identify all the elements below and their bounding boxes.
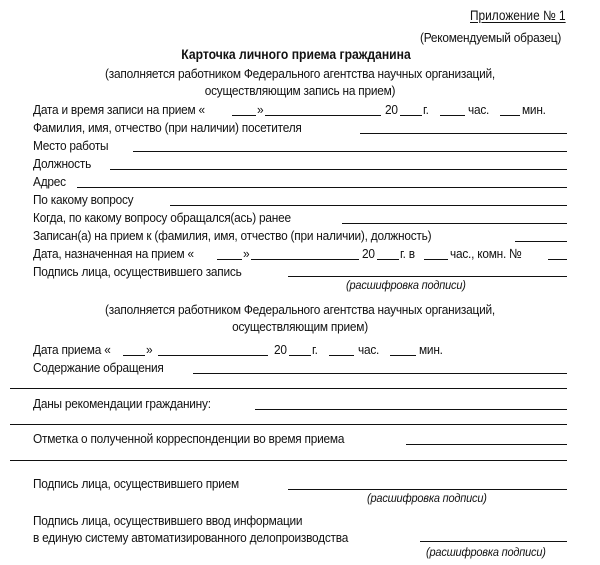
label-year-prefix-2: 20 [362, 246, 375, 261]
label-quote-close-3: » [146, 342, 153, 357]
field-reception-signature[interactable] [288, 489, 567, 490]
label-hour-room: час., комн. № [450, 246, 522, 261]
field-record-day[interactable] [232, 115, 256, 116]
field-record-hour[interactable] [440, 115, 465, 116]
field-recommendations[interactable] [255, 409, 567, 410]
field-record-year[interactable] [400, 115, 422, 116]
field-appeal-content-extra[interactable] [10, 388, 567, 389]
field-record-minute[interactable] [500, 115, 520, 116]
label-quote-close: » [257, 102, 264, 117]
label-question: По какому вопросу [33, 192, 134, 207]
label-appointed-date: Дата, назначенная на прием « [33, 246, 194, 261]
label-hour-3: час. [358, 342, 380, 357]
field-appeal-content[interactable] [193, 373, 567, 374]
field-reception-month[interactable] [158, 355, 268, 356]
field-appointed-month[interactable] [251, 259, 359, 260]
field-address[interactable] [77, 187, 567, 188]
field-reception-day[interactable] [123, 355, 145, 356]
field-appointed-hour[interactable] [424, 259, 448, 260]
field-correspondence[interactable] [406, 444, 567, 445]
signature-caption-2: (расшифровка подписи) [367, 491, 487, 505]
appendix-label: Приложение № 1 [470, 8, 566, 23]
fill-note-2-line-2: осуществляющим прием) [232, 319, 368, 334]
label-appointed-to: Записан(а) на прием к (фамилия, имя, отчество (при наличии), должность) [33, 228, 432, 243]
card-title: Карточка личного приема гражданина [181, 47, 411, 62]
label-previous-visit: Когда, по какому вопросу обращался(ась) ранее [33, 210, 291, 225]
field-appointed-day[interactable] [217, 259, 242, 260]
label-hour: час. [468, 102, 490, 117]
label-input-signature-line-2: в единую систему автоматизированного делопроизводства [33, 530, 349, 545]
label-reception-signature: Подпись лица, осуществившего прием [33, 476, 239, 491]
field-workplace[interactable] [133, 151, 567, 152]
field-visitor-name[interactable] [360, 133, 567, 134]
label-record-datetime: Дата и время записи на прием « [33, 102, 205, 117]
field-room-number[interactable] [548, 259, 567, 260]
label-minute: мин. [522, 102, 546, 117]
label-address: Адрес [33, 174, 66, 189]
label-year-suffix: г. [423, 102, 429, 117]
signature-caption-3: (расшифровка подписи) [426, 545, 546, 559]
field-input-signature[interactable] [420, 541, 567, 542]
label-correspondence: Отметка о полученной корреспонденции во время приема [33, 431, 345, 446]
label-recommendations: Даны рекомендации гражданину: [33, 396, 211, 411]
field-reception-hour[interactable] [329, 355, 354, 356]
fill-note-line-1: (заполняется работником Федерального агентства научных организаций, [105, 66, 495, 81]
label-minute-3: мин. [419, 342, 443, 357]
sample-note: (Рекомендуемый образец) [420, 30, 562, 45]
field-reception-minute[interactable] [390, 355, 416, 356]
field-correspondence-extra[interactable] [10, 460, 567, 461]
field-previous-visit[interactable] [342, 223, 567, 224]
field-record-month[interactable] [265, 115, 381, 116]
label-year-prefix: 20 [385, 102, 398, 117]
field-record-signature[interactable] [288, 276, 567, 277]
label-workplace: Место работы [33, 138, 109, 153]
label-quote-close-2: » [243, 246, 250, 261]
label-year-at: г. в [400, 246, 415, 261]
signature-caption-1: (расшифровка подписи) [346, 278, 466, 292]
label-year-suffix-3: г. [312, 342, 318, 357]
field-reception-year[interactable] [289, 355, 311, 356]
label-visitor-name: Фамилия, имя, отчество (при наличии) посетителя [33, 120, 302, 135]
label-input-signature-line-1: Подпись лица, осуществившего ввод информации [33, 513, 303, 528]
field-appointed-to[interactable] [515, 241, 567, 242]
label-position: Должность [33, 156, 92, 171]
field-recommendations-extra[interactable] [10, 424, 567, 425]
fill-note-2-line-1: (заполняется работником Федерального агентства научных организаций, [105, 302, 495, 317]
label-year-prefix-3: 20 [274, 342, 287, 357]
field-position[interactable] [110, 169, 567, 170]
field-appointed-year[interactable] [377, 259, 399, 260]
field-question[interactable] [170, 205, 567, 206]
label-appeal-content: Содержание обращения [33, 360, 164, 375]
label-reception-date: Дата приема « [33, 342, 111, 357]
fill-note-line-2: осуществляющим запись на прием) [204, 83, 396, 98]
label-record-signature: Подпись лица, осуществившего запись [33, 264, 242, 279]
